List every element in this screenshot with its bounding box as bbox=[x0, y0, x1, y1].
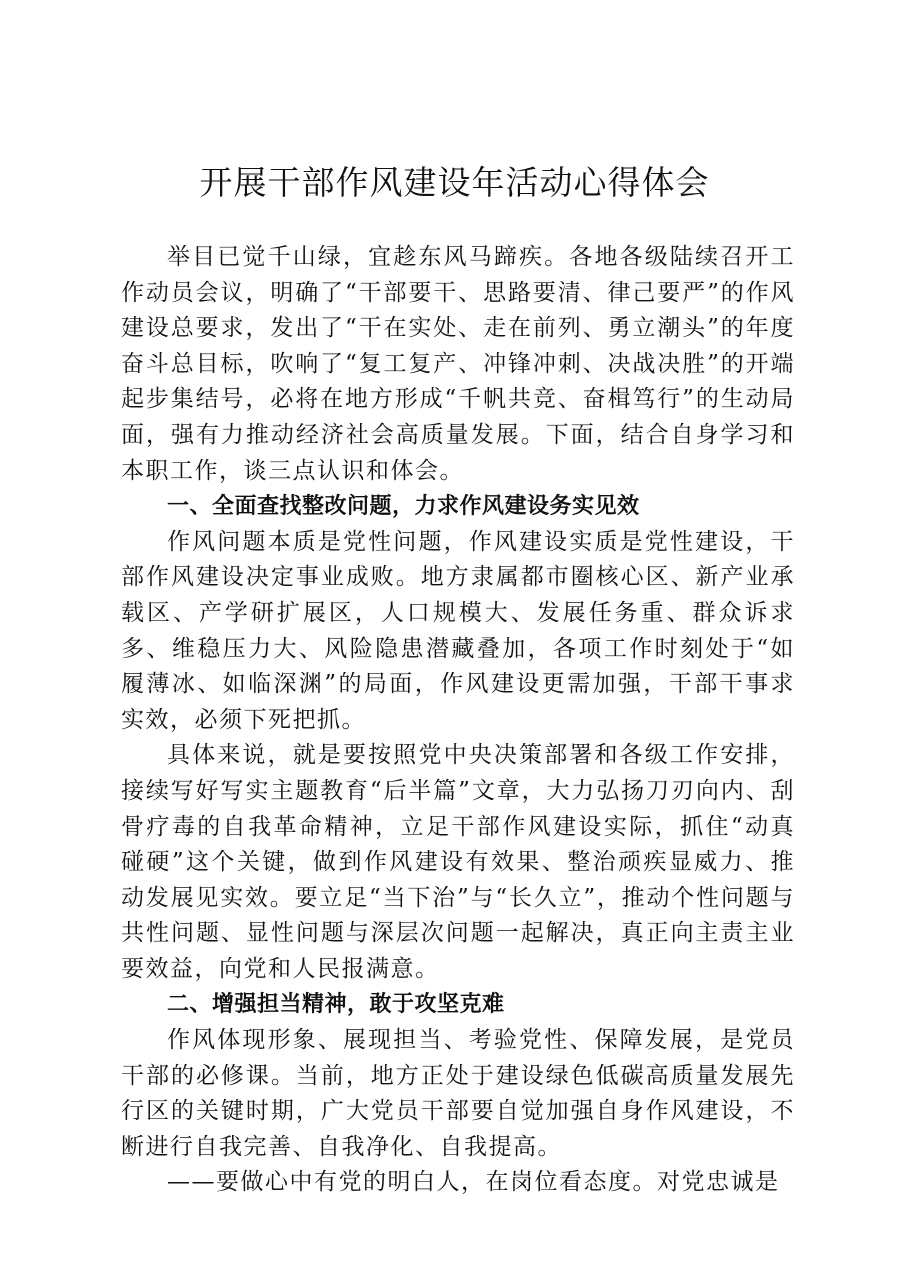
section-heading-2: 二、增强担当精神，敢于攻坚克难 bbox=[167, 992, 505, 1018]
paragraph-section2-2: ——要做心中有党的明白人，在岗位看态度。对党忠诚是 bbox=[167, 1169, 780, 1196]
document-body bbox=[121, 240, 795, 1201]
paragraph-intro: 举目已觉千山绿，宜趁东风马蹄疾。各地各级陆续召开工作动员会议，明确了“干部要干、思路要清、律己要严”的作风建设总要求，发出了“干在实处、走在前列、勇立潮头”的年度奋斗总目标，吹响了“复工复产、冲锋冲刺、决战决胜”的开端起步集结号，必将在地方形成“千帆共竞、奋楫笃行”的生动局面，强有力推动经济社会高质量发展。下面，结合自身学习和本职工作，谈三点认识和体会。 bbox=[121, 244, 795, 484]
paragraph-section1-1: 作风问题本质是党性问题，作风建设实质是党性建设，干部作风建设决定事业成败。地方隶属都市圈核心区、新产业承载区、产学研扩展区，人口规模大、发展任务重、群众诉求多、维稳压力大、风险隐患潜藏叠加，各项工作时刻处于“如履薄冰、如临深渊”的局面，作风建设更需加强，干部干事求实效，必须下死把抓。 bbox=[121, 528, 795, 733]
paragraph-section1-2: 具体来说，就是要按照党中央决策部署和各级工作安排，接续写好写实主题教育“后半篇”文章，大力弘扬刀刃向内、刮骨疗毒的自我革命精神，立足干部作风建设实际，抓住“动真碰硬”这个关键，做到作风建设有效果、整治顽疾显威力、推动发展见实效。要立足“当下治”与“长久立”，推动个性问题与共性问题、显性问题与深层次问题一起解决，真正向主责主业要效益，向党和人民报满意。 bbox=[121, 742, 795, 982]
document-title: 开展干部作风建设年活动心得体会 bbox=[199, 163, 710, 202]
section-heading-1: 一、全面查找整改问题，力求作风建设务实见效 bbox=[167, 494, 640, 520]
paragraph-section2-1: 作风体现形象、展现担当、考验党性、保障发展，是党员干部的必修课。当前，地方正处于建设绿色低碳高质量发展先行区的关键时期，广大党员干部要自觉加强自身作风建设，不断进行自我完善、自我净化、自我提高。 bbox=[121, 1027, 795, 1160]
